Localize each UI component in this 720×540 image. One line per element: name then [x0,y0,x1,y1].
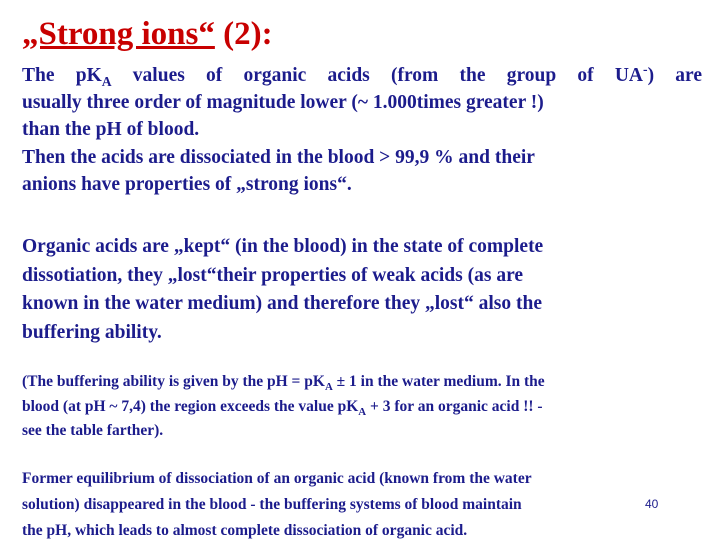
slide-title-underlined: „Strong ions“ [22,16,215,52]
paragraph-line: the pH, which leads to almost complete dissociation of organic acid. [22,522,468,539]
subscript: A [358,405,367,418]
slide-title [22,14,273,54]
text-run: ± 1 in the water medium. In the [332,373,545,390]
paragraph-line: usually three order of magnitude lower (~ 1.000times greater !) [22,92,544,114]
paragraph-line: dissotiation, they „lost“their properties of weak acids (as are [22,264,524,286]
paragraph-line: solution) disappeared in the blood - the buffering systems of blood maintain [22,496,522,513]
paragraph-line [22,62,702,89]
paragraph-line: buffering ability. [22,321,162,343]
text-run: ) are [647,65,702,86]
text-run: + 3 for an organic acid !! - [366,397,543,415]
superscript: - [643,61,648,77]
paragraph-line [22,395,702,420]
subscript: A [101,73,112,89]
paragraph-line: Organic acids are „kept“ (in the blood) in the state of complete [22,236,544,257]
paragraph-line: known in the water medium) and therefore they „lost“ also the [22,293,542,314]
subscript: A [324,381,333,394]
paragraph-organic-acids-kept [22,233,702,347]
text-run: blood (at pH ~ 7,4) the region exceeds the value pK [22,397,359,415]
paragraph-line: than the pH of blood. [22,119,200,141]
paragraph-line [22,370,702,395]
paragraph-former-equilibrium [22,466,702,540]
paragraph-line: Then the acids are dissociated in the blood > 99,9 % and their [22,146,535,168]
text-run: The pK [22,65,102,86]
paragraph-line: Former equilibrium of dissociation of an organic acid (known from the water [22,470,532,487]
page-number: 40 [645,497,659,511]
paragraph-line: see the table farther). [22,422,164,439]
slide-title-rest: (2): [214,16,273,52]
paragraph-buffering-note [22,370,702,444]
text-run: (The buffering ability is given by the pH = pK [22,373,325,390]
text-run: values of organic acids (from the group of UA [111,65,644,86]
paragraph-pka-values [22,62,702,198]
paragraph-line: anions have properties of „strong ions“. [22,173,352,195]
